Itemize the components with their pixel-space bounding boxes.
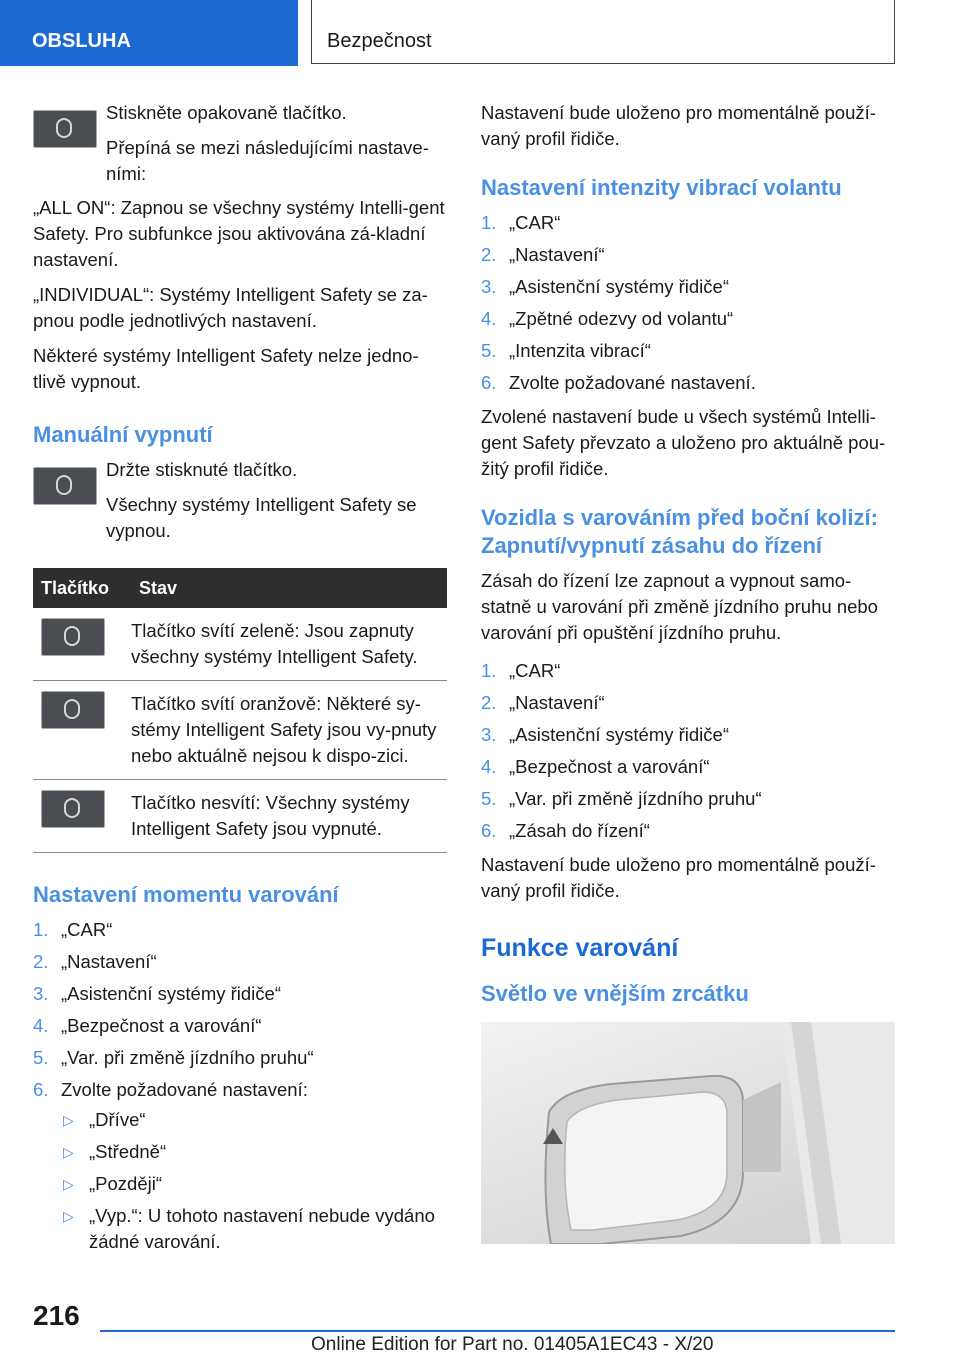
footer-edition: Online Edition for Part no. 01405A1EC43 - X/20: [311, 1334, 714, 1355]
list-item: 1. „CAR“: [481, 660, 561, 681]
triangle-bullet-icon: ▷: [63, 1208, 74, 1224]
paragraph-saved-2: Nastavení bude uloženo pro momentálně použí‐vaný profil řidiče.: [481, 854, 876, 901]
table-header-button: Tlačítko: [33, 568, 131, 608]
list-item: 2. „Nastavení“: [481, 692, 605, 713]
button-orange-icon: [41, 691, 105, 729]
moment-steps-list: [33, 917, 447, 1255]
intro-line-1: Stiskněte opakovaně tlačítko.: [106, 102, 347, 123]
right-column: [481, 100, 895, 1244]
intro-block: [33, 100, 447, 187]
list-item: 5. „Var. při změně jízdního pruhu“: [33, 1047, 314, 1068]
button-off-icon: [41, 790, 105, 828]
table-header-row: [33, 568, 447, 608]
paragraph-saved-1: Nastavení bude uloženo pro momentálně použí‐vaný profil řidiče.: [481, 102, 876, 149]
manual-line-2: Všechny systémy Intelligent Safety se vypnou.: [106, 494, 417, 541]
heading-warning-moment: Nastavení momentu varování: [33, 882, 339, 907]
list-item: 2. „Nastavení“: [33, 951, 157, 972]
list-item: 1. „CAR“: [33, 919, 113, 940]
table-row: [33, 780, 447, 853]
intelligent-safety-button-icon: [33, 467, 97, 505]
list-item: ▷ „Středně“: [61, 1139, 447, 1165]
list-item: ▷ „Později“: [61, 1171, 447, 1197]
intro-line-2-start: [106, 135, 447, 187]
triangle-bullet-icon: ▷: [63, 1176, 74, 1192]
paragraph-vibration-saved: Zvolené nastavení bude u všech systémů Intelli‐gent Safety převzato a uloženo pro aktuálně pou‐žitý profil řidiče.: [481, 406, 886, 479]
side-steps-list: [481, 658, 895, 844]
list-item: 3. „Asistenční systémy řidiče“: [481, 276, 729, 297]
list-item: 3. „Asistenční systémy řidiče“: [33, 983, 281, 1004]
list-item: 5. „Var. při změně jízdního pruhu“: [481, 788, 762, 809]
list-item: 2. „Nastavení“: [481, 244, 605, 265]
list-item: 4. „Zpětné odezvy od volantu“: [481, 308, 734, 329]
side-mirror-illustration: [481, 1022, 895, 1244]
chapter-title: Bezpečnost: [311, 0, 895, 64]
list-item: 5. „Intenzita vibrací“: [481, 340, 651, 361]
paragraph-side-collision: Zásah do řízení lze zapnout a vypnout samo‐statně u varování při změně jízdního pruhu nebo varování při opuštění jízdního pruhu.: [481, 570, 878, 643]
option-list: [61, 1107, 447, 1255]
heading-mirror-light: Světlo ve vnějším zrcátku: [481, 981, 749, 1006]
list-item: 4. „Bezpečnost a varování“: [33, 1015, 262, 1036]
manual-block: [33, 457, 447, 544]
heading-warning-function: Funkce varování: [481, 934, 679, 962]
heading-manual-off: Manuální vypnutí: [33, 422, 213, 447]
button-green-icon: [41, 618, 105, 656]
list-item: 4. „Bezpečnost a varování“: [481, 756, 710, 777]
intelligent-safety-button-icon: [33, 110, 97, 148]
list-item: ▷ „Vyp.“: U tohoto nastavení nebude vydáno žádné varování.: [63, 1205, 435, 1252]
intro-line-2: Přepíná se mezi následujícími nastave‐ními:: [106, 137, 429, 184]
triangle-bullet-icon: ▷: [63, 1112, 74, 1128]
page-number: 216: [33, 1300, 80, 1331]
list-item: 6. Zvolte požadované nastavení: ▷ „Dříve“ ▷ „Středně“ ▷ „Později“ ▷ „Vyp.“: U tohoto nastavení nebude vydáno žádné varování.: [33, 1077, 447, 1255]
paragraph-some-systems: Některé systémy Intelligent Safety nelze jedno‐tlivě vypnout.: [33, 345, 419, 392]
list-item: 1. „CAR“: [481, 212, 561, 233]
triangle-bullet-icon: ▷: [63, 1144, 74, 1160]
paragraph-all-on: „ALL ON“: Zapnou se všechny systémy Intelli‐gent Safety. Pro subfunkce jsou aktivována zá‐kladní nastavení.: [33, 197, 445, 270]
section-tab: OBSLUHA: [0, 0, 298, 66]
left-column: [33, 100, 447, 1263]
vibration-steps-list: [481, 210, 895, 396]
table-cell: Tlačítko svítí oranžově: Některé sy‐stémy Intelligent Safety jsou vy‐pnuty nebo aktuálně nejsou k dispo‐zici.: [131, 681, 447, 780]
list-item: 6. „Zásah do řízení“: [481, 820, 650, 841]
paragraph-individual: „INDIVIDUAL“: Systémy Intelligent Safety se za‐pnou podle jednotlivých nastavení.: [33, 284, 428, 331]
table-header-status: Stav: [131, 568, 447, 608]
manual-line-1: Držte stisknuté tlačítko.: [106, 459, 298, 480]
list-item: 6. Zvolte požadované nastavení.: [481, 372, 756, 393]
footer-divider: [100, 1330, 895, 1332]
page-header: [0, 0, 960, 66]
list-item: 3. „Asistenční systémy řidiče“: [481, 724, 729, 745]
table-row: [33, 681, 447, 780]
table-row: [33, 608, 447, 681]
heading-vibration: Nastavení intenzity vibrací volantu: [481, 175, 842, 200]
heading-side-collision: Vozidla s varováním před boční kolizí: Zapnutí/vypnutí zásahu do řízení: [481, 505, 878, 558]
table-cell: Tlačítko svítí zeleně: Jsou zapnuty všechny systémy Intelligent Safety.: [131, 608, 447, 681]
table-cell: Tlačítko nesvítí: Všechny systémy Intelligent Safety jsou vypnuté.: [131, 780, 447, 853]
button-status-table: [33, 568, 447, 853]
list-item: ▷ „Dříve“: [61, 1107, 447, 1133]
side-mirror-drawing: [481, 1022, 895, 1244]
